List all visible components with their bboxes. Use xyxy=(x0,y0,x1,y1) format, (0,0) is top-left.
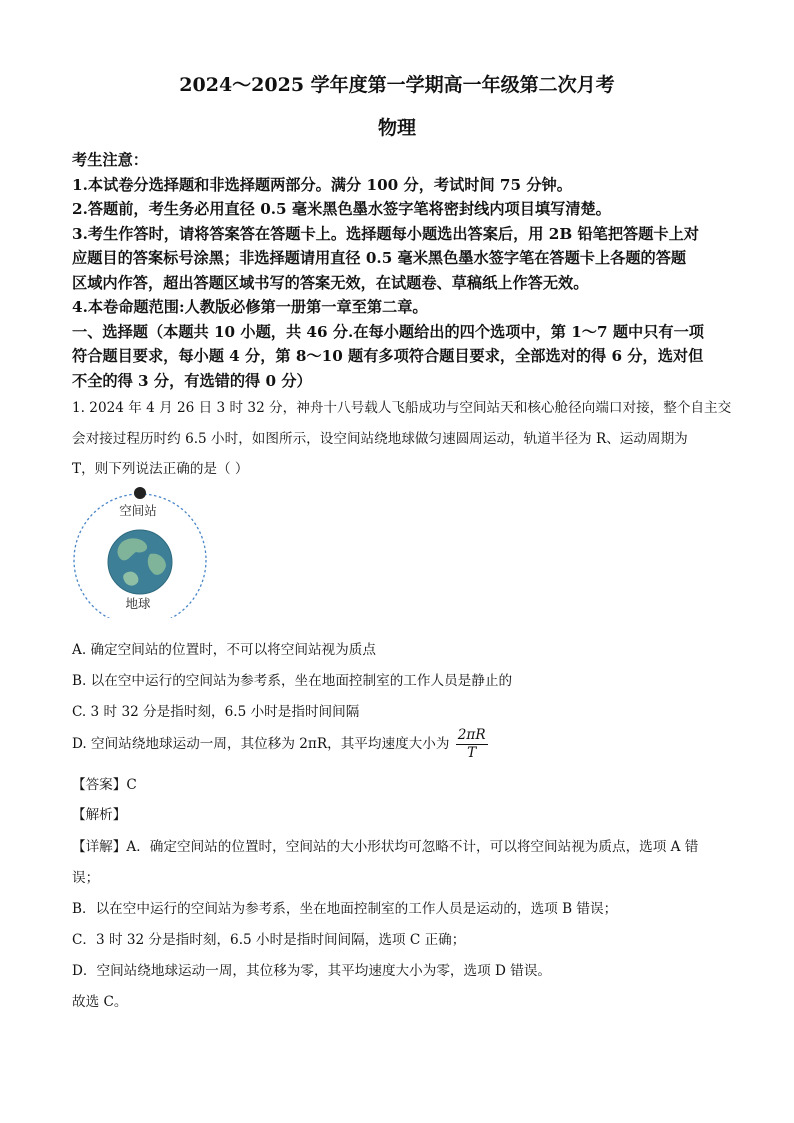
exam-title: 2024～2025 学年度第一学期高一年级第二次月考 xyxy=(179,74,615,96)
detail-line-1b: 误； xyxy=(72,870,100,886)
section1-line-2: 符合题目要求，每小题 4 分，第 8～10 题有多项符合题目要求，全部选对的得 6 分，选对但 xyxy=(72,347,704,365)
notice-line-1: 1.本试卷分选择题和非选择题两部分。满分 100 分，考试时间 75 分钟。 xyxy=(72,175,572,194)
question-1-line-3: T，则下列说法正确的是（ ） xyxy=(72,461,249,477)
detail-line-4: D．空间站绕地球运动一周，其位移为零，其平均速度大小为零，选项 D 错误。 xyxy=(72,963,552,979)
notice-line-3b: 应题目的答案标号涂黑；非选择题请用直径 0.5 毫米黑色墨水签字笔在答题卡上各题的答题 xyxy=(72,249,687,267)
option-b: B. 以在空中运行的空间站为参考系，坐在地面控制室的工作人员是静止的 xyxy=(72,673,513,689)
option-d-text: D. 空间站绕地球运动一周，其位移为 2πR，其平均速度大小为 xyxy=(72,736,450,752)
answer-line: 【答案】C xyxy=(72,777,137,793)
notice-line-3a: 3.考生作答时，请将答案答在答题卡上。选择题每小题选出答案后，用 2B 铅笔把答题卡上对 xyxy=(72,224,699,243)
notice-line-2: 2.答题前，考生务必用直径 0.5 毫米黑色墨水签字笔将密封线内项目填写清楚。 xyxy=(72,200,611,218)
detail-line-2: B．以在空中运行的空间站为参考系，坐在地面控制室的工作人员是运动的，选项 B 错误； xyxy=(72,901,618,917)
notice-line-3c: 区域内作答，超出答题区域书写的答案无效，在试题卷、草稿纸上作答无效。 xyxy=(72,273,589,292)
orbit-diagram xyxy=(70,482,212,618)
exam-subject: 物理 xyxy=(377,117,416,139)
notice-line-4: 4.本卷命题范围:人教版必修第一册第一章至第二章。 xyxy=(72,298,428,316)
fraction-denominator: T xyxy=(467,745,477,761)
question-1-line-1: 1. 2024 年 4 月 26 日 3 时 32 分，神舟十八号载人飞船成功与空间站天和核心舱径向端口对接，整个自主交 xyxy=(72,400,732,416)
notice-heading: 考生注意： xyxy=(72,151,148,169)
question-1-line-2: 会对接过程历时约 6.5 小时，如图所示，设空间站绕地球做匀速圆周运动，轨道半径为 R、运动周期为 xyxy=(72,430,688,447)
question-1-stem xyxy=(72,393,732,485)
earth-label: 地球 xyxy=(125,596,151,611)
option-a: A. 确定空间站的位置时，不可以将空间站视为质点 xyxy=(72,642,376,658)
notice-block xyxy=(72,148,722,393)
option-d xyxy=(72,727,488,762)
detail-line-1a: 【详解】A．确定空间站的位置时，空间站的大小形状均可忽略不计，可以将空间站视为质点，选项 A 错 xyxy=(72,839,699,855)
analysis-label: 【解析】 xyxy=(72,807,127,823)
detail-line-3: C．3 时 32 分是指时刻，6.5 小时是指时间间隔，选项 C 正确； xyxy=(72,932,466,948)
conclusion-line: 故选 C。 xyxy=(72,994,128,1010)
space-station-label: 空间站 xyxy=(119,503,157,518)
orbit-figure xyxy=(70,482,212,618)
section1-line-1: 一、选择题（本题共 10 小题，共 46 分.在每小题给出的四个选项中，第 1～7 题中只有一项 xyxy=(72,322,704,341)
space-station-dot xyxy=(134,487,146,499)
section1-line-3: 不全的得 3 分，有选错的得 0 分） xyxy=(72,371,312,390)
option-c: C. 3 时 32 分是指时刻，6.5 小时是指时间间隔 xyxy=(72,704,360,720)
fraction-numerator: 2πR xyxy=(457,727,486,743)
earth-icon xyxy=(108,530,172,594)
option-d-fraction xyxy=(456,727,488,762)
